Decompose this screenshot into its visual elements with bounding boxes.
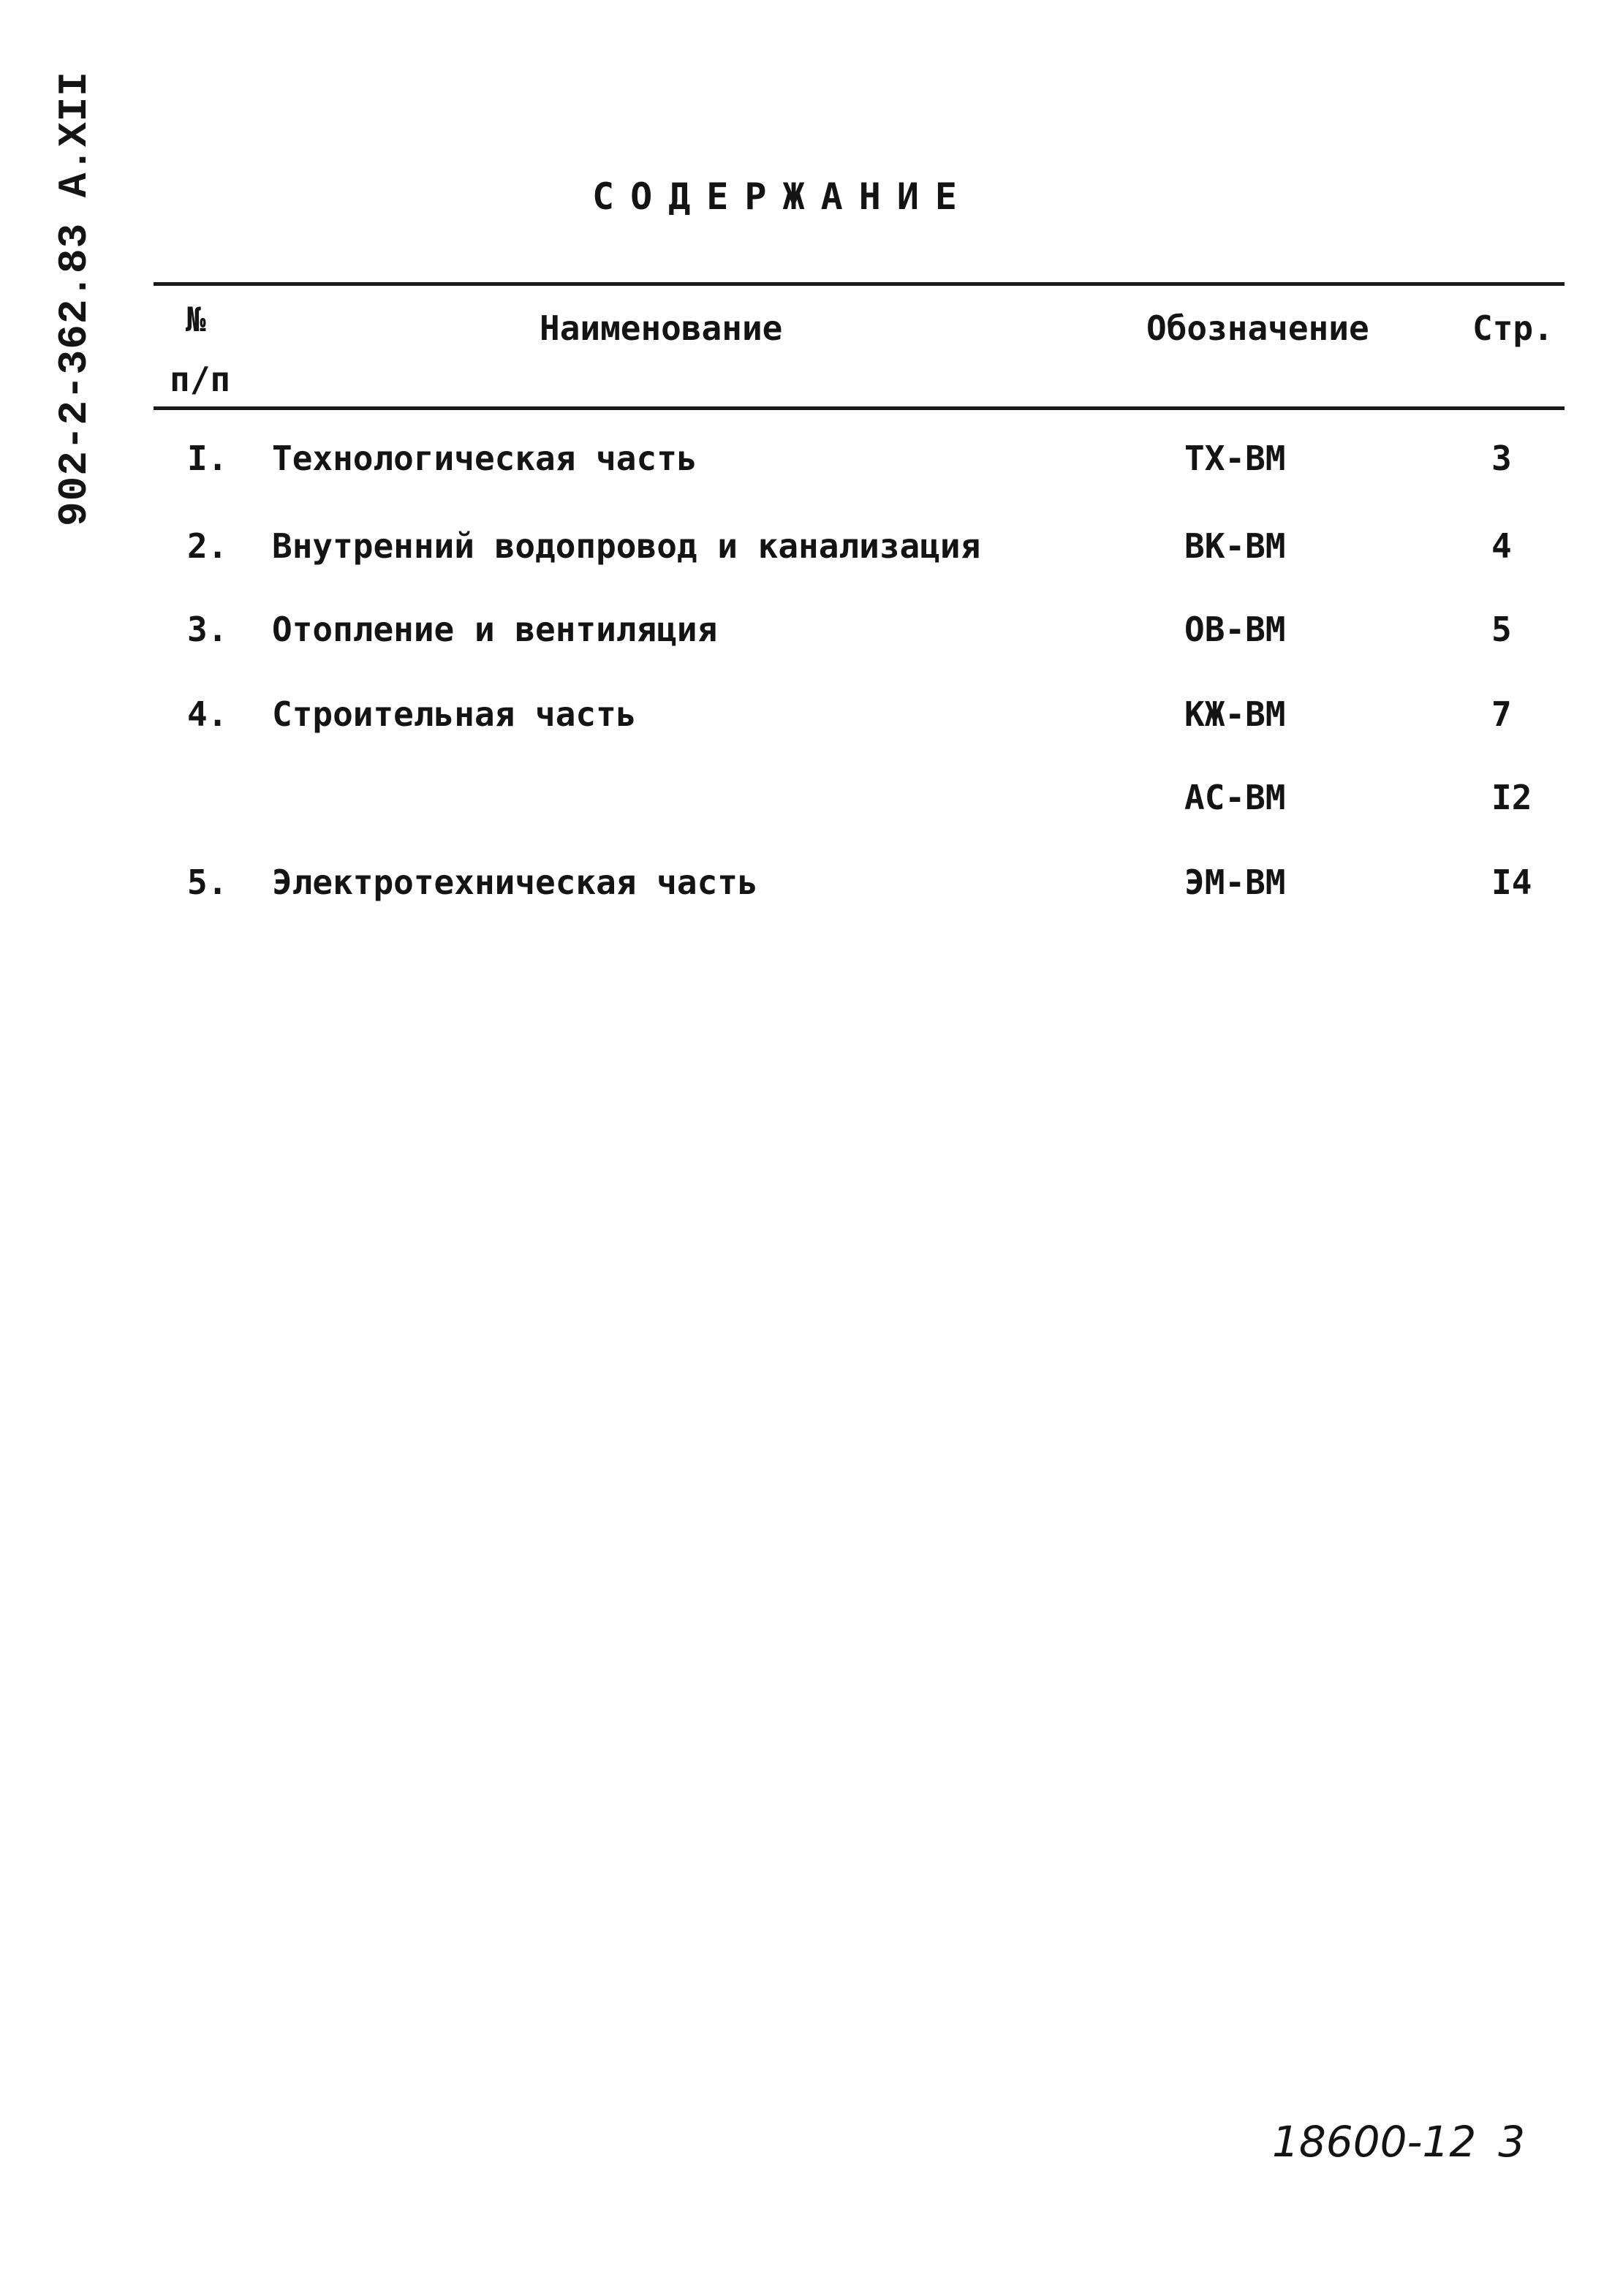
- row-page: 3: [1491, 439, 1512, 478]
- page-title: СОДЕРЖАНИЕ: [592, 175, 974, 218]
- row-number: I.: [187, 439, 228, 478]
- row-name: Внутренний водопровод и канализация: [272, 526, 981, 566]
- document-side-code: 902-2-362.83 А.XII: [51, 71, 98, 526]
- header-name: Наименование: [540, 308, 783, 348]
- header-number-label: п/п: [170, 360, 231, 399]
- table-row: [0, 526, 1623, 577]
- row-number: 5.: [187, 863, 228, 902]
- row-page: I4: [1491, 863, 1532, 902]
- row-page: 4: [1491, 526, 1512, 566]
- row-designation: ТХ-ВМ: [1184, 439, 1286, 478]
- table-row: [0, 610, 1623, 661]
- row-designation: ВК-ВМ: [1184, 526, 1286, 566]
- table-row: [0, 694, 1623, 746]
- row-designation: ОВ-ВМ: [1184, 610, 1286, 649]
- row-designation: АС-ВМ: [1184, 778, 1286, 817]
- table-top-rule: [154, 282, 1565, 286]
- row-number: 3.: [187, 610, 228, 649]
- table-row: [0, 439, 1623, 490]
- row-page: 5: [1491, 610, 1512, 649]
- row-name: Электротехническая часть: [272, 863, 758, 902]
- row-number: 4.: [187, 694, 228, 734]
- row-number: 2.: [187, 526, 228, 566]
- table-row: [0, 863, 1623, 914]
- header-designation: Обозначение: [1146, 308, 1369, 348]
- row-page: I2: [1491, 778, 1532, 817]
- header-page: Стр.: [1472, 308, 1554, 348]
- row-designation: ЭМ-ВМ: [1184, 863, 1286, 902]
- row-name: Отопление и вентиляция: [272, 610, 718, 649]
- row-designation: КЖ-ВМ: [1184, 694, 1286, 734]
- handwritten-document-number: [1272, 2117, 1525, 2167]
- row-name: Технологическая часть: [272, 439, 697, 478]
- page-number: 3: [1498, 2117, 1526, 2167]
- table-row: [0, 778, 1623, 829]
- row-page: 7: [1491, 694, 1512, 734]
- table-header-rule: [154, 406, 1565, 410]
- row-name: Строительная часть: [272, 694, 637, 734]
- doc-number: 18600-12: [1272, 2117, 1477, 2167]
- header-number-symbol: №: [186, 300, 206, 339]
